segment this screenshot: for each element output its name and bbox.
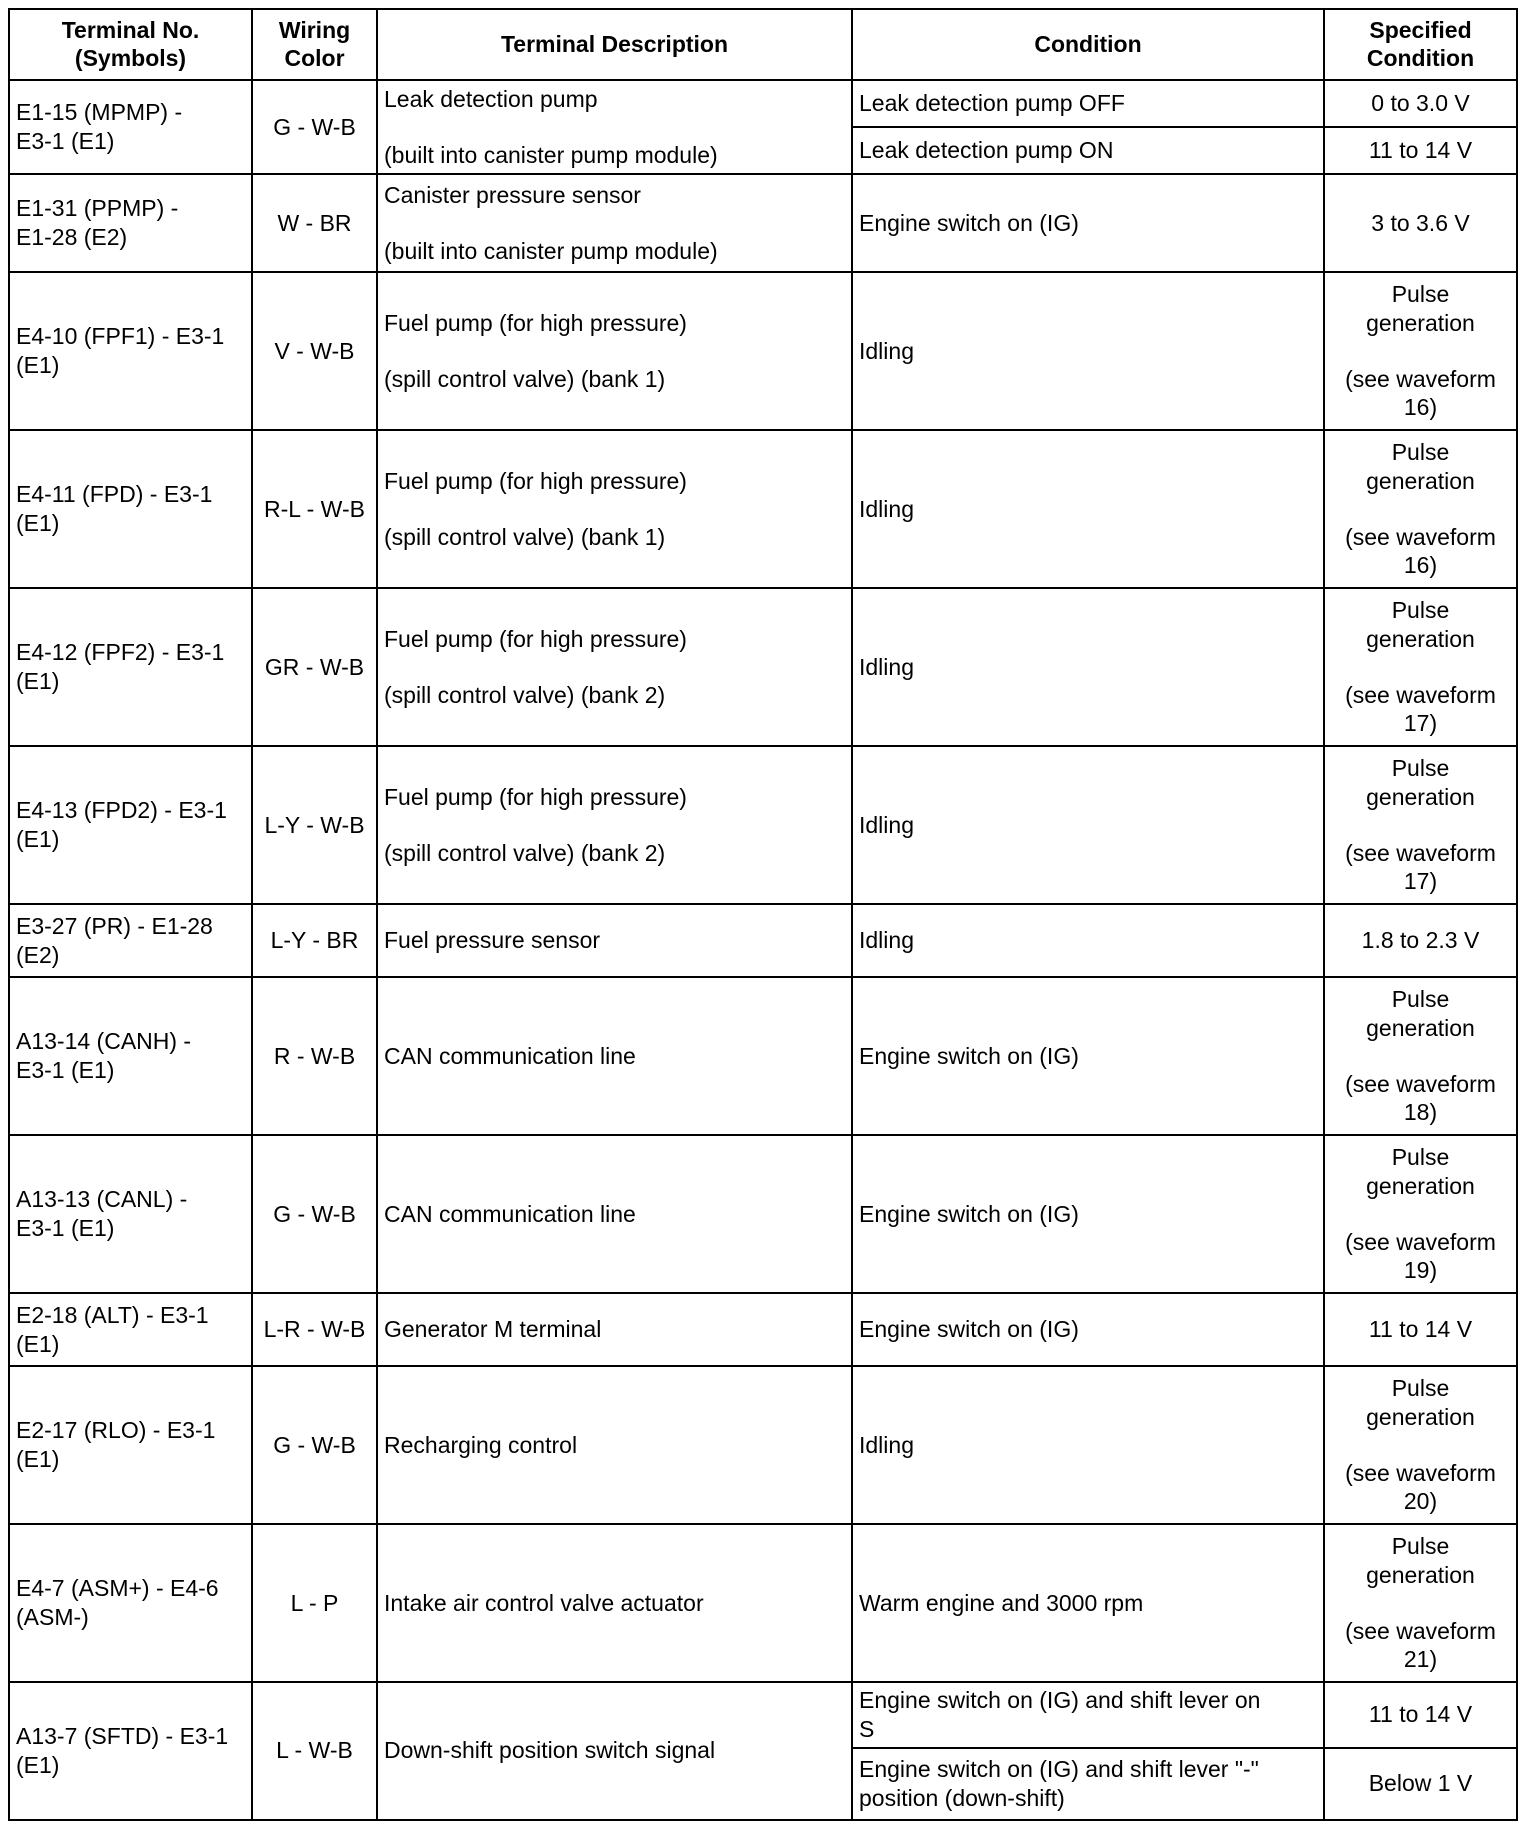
specified-condition-cell-line: (see waveform bbox=[1345, 681, 1496, 708]
specified-condition-cell bbox=[1324, 430, 1517, 588]
header-condition: Condition bbox=[852, 9, 1324, 80]
wiring-color-cell: W - BR bbox=[252, 174, 377, 272]
terminal-line: (E1) bbox=[16, 1751, 60, 1778]
description-line: (built into canister pump module) bbox=[384, 237, 718, 264]
specified-condition-cell-line: 20) bbox=[1403, 1488, 1438, 1515]
specified-condition-cell-line: generation bbox=[1366, 625, 1475, 652]
terminal-cell bbox=[9, 977, 252, 1135]
condition-line: Idling bbox=[859, 653, 914, 680]
condition-cell bbox=[852, 1524, 1324, 1682]
terminal-description-cell bbox=[377, 1524, 852, 1682]
terminal-line: (E1) bbox=[16, 1446, 60, 1472]
condition-line: Engine switch on (IG) and shift lever on bbox=[859, 1687, 1261, 1713]
condition-cell bbox=[852, 1366, 1324, 1524]
terminal-cell bbox=[9, 904, 252, 977]
specified-condition-cell-gap bbox=[1331, 496, 1510, 523]
specified-condition-cell-line: Pulse bbox=[1391, 755, 1450, 781]
specified-condition-cell-line: (see waveform bbox=[1345, 1617, 1496, 1644]
wiring-color-cell: L - W-B bbox=[252, 1682, 377, 1820]
terminal-cell bbox=[9, 430, 252, 588]
terminal-description-cell bbox=[377, 904, 852, 977]
wiring-color-cell: R - W-B bbox=[252, 977, 377, 1135]
terminal-description-cell bbox=[377, 1135, 852, 1293]
terminal-line: E1-31 (PPMP) - bbox=[16, 195, 179, 222]
specified-condition-cell-line: generation bbox=[1366, 309, 1475, 336]
terminal-line: E2-17 (RLO) - E3-1 bbox=[16, 1417, 216, 1444]
description-line: Fuel pump (for high pressure) bbox=[384, 309, 687, 336]
terminal-line: E3-1 (E1) bbox=[16, 128, 115, 154]
description-line: CAN communication line bbox=[384, 1042, 636, 1069]
condition-cell bbox=[852, 430, 1324, 588]
specified-condition-cell-line: Pulse bbox=[1391, 986, 1450, 1012]
specified-condition-cell bbox=[1324, 746, 1517, 904]
condition-cell bbox=[852, 1748, 1324, 1820]
wiring-color-cell: G - W-B bbox=[252, 1135, 377, 1293]
condition-line: Engine switch on (IG) bbox=[859, 209, 1079, 236]
condition-line: Idling bbox=[859, 1431, 914, 1458]
header-specified-condition bbox=[1324, 9, 1517, 80]
terminal-cell bbox=[9, 746, 252, 904]
condition-line: Warm engine and 3000 rpm bbox=[859, 1589, 1144, 1616]
header-wiring-color-line1: Wiring bbox=[278, 16, 351, 43]
condition-cell bbox=[852, 174, 1324, 272]
specified-condition-cell-line: generation bbox=[1366, 1172, 1475, 1199]
terminal-cell bbox=[9, 1524, 252, 1682]
terminal-line: E3-1 (E1) bbox=[16, 1215, 115, 1241]
condition-line: Engine switch on (IG) bbox=[859, 1042, 1079, 1069]
terminal-line: (E1) bbox=[16, 668, 60, 694]
condition-cell bbox=[852, 746, 1324, 904]
table-row bbox=[9, 1135, 1517, 1293]
terminal-description-cell bbox=[377, 977, 852, 1135]
table-row bbox=[9, 746, 1517, 904]
table-row bbox=[9, 904, 1517, 977]
terminal-line: E1-28 (E2) bbox=[16, 224, 128, 250]
header-terminal-description: Terminal Description bbox=[377, 9, 852, 80]
specified-condition-cell-gap bbox=[1331, 338, 1510, 365]
terminal-line: (ASM-) bbox=[16, 1604, 89, 1630]
terminal-description-cell bbox=[377, 1366, 852, 1524]
condition-cell bbox=[852, 1135, 1324, 1293]
specified-condition-cell-line: 17) bbox=[1403, 710, 1438, 737]
table-row bbox=[9, 1682, 1517, 1748]
header-wiring-color-line2: Color bbox=[284, 44, 345, 71]
terminal-description-cell bbox=[377, 430, 852, 588]
wiring-color-cell: V - W-B bbox=[252, 272, 377, 430]
specified-condition-cell: 1.8 to 2.3 V bbox=[1324, 904, 1517, 977]
table-row bbox=[9, 977, 1517, 1135]
terminal-inspection-table bbox=[8, 8, 1518, 1821]
terminal-cell bbox=[9, 272, 252, 430]
header-specified-condition-line1: Specified bbox=[1369, 16, 1472, 43]
terminal-cell bbox=[9, 1366, 252, 1524]
wiring-color-cell: L-Y - BR bbox=[252, 904, 377, 977]
specified-condition-cell-line: Pulse bbox=[1391, 597, 1450, 623]
terminal-line: (E1) bbox=[16, 352, 60, 378]
description-line: Recharging control bbox=[384, 1431, 578, 1458]
specified-condition-cell bbox=[1324, 977, 1517, 1135]
condition-line: Idling bbox=[859, 495, 914, 522]
specified-condition-cell-line: Pulse bbox=[1391, 439, 1450, 465]
terminal-line: A13-7 (SFTD) - E3-1 bbox=[16, 1723, 229, 1749]
specified-condition-cell bbox=[1324, 588, 1517, 746]
terminal-line: E1-15 (MPMP) - bbox=[16, 99, 183, 126]
specified-condition-cell-line: (see waveform bbox=[1345, 839, 1496, 866]
condition-line: Idling bbox=[859, 337, 914, 364]
description-line: Fuel pump (for high pressure) bbox=[384, 783, 687, 810]
wiring-color-cell: L - P bbox=[252, 1524, 377, 1682]
condition-line: Idling bbox=[859, 927, 914, 954]
header-terminal-no-line1: Terminal No. bbox=[61, 16, 200, 43]
condition-line: S bbox=[859, 1715, 875, 1742]
specified-condition-cell-line: (see waveform bbox=[1345, 365, 1496, 392]
terminal-line: E3-1 (E1) bbox=[16, 1057, 115, 1083]
terminal-line: A13-14 (CANH) - bbox=[16, 1028, 192, 1055]
condition-line: Engine switch on (IG) bbox=[859, 1200, 1079, 1227]
specified-condition-cell-gap bbox=[1331, 1043, 1510, 1070]
description-line: (spill control valve) (bank 2) bbox=[384, 839, 666, 866]
condition-cell bbox=[852, 1682, 1324, 1748]
terminal-line: (E1) bbox=[16, 826, 60, 852]
table-row bbox=[9, 80, 1517, 127]
specified-condition-cell-gap bbox=[1331, 812, 1510, 839]
specified-condition-cell-line: (see waveform bbox=[1345, 523, 1496, 550]
terminal-line: E4-13 (FPD2) - E3-1 bbox=[16, 797, 227, 824]
table-row bbox=[9, 272, 1517, 430]
specified-condition-cell-line: 16) bbox=[1403, 394, 1438, 421]
terminal-cell bbox=[9, 174, 252, 272]
description-line: (spill control valve) (bank 1) bbox=[384, 365, 666, 392]
header-wiring-color bbox=[252, 9, 377, 80]
terminal-line: E4-7 (ASM+) - E4-6 bbox=[16, 1575, 219, 1602]
terminal-line: E2-18 (ALT) - E3-1 bbox=[16, 1301, 209, 1328]
specified-condition-cell-line: 17) bbox=[1403, 868, 1438, 895]
description-line: CAN communication line bbox=[384, 1200, 636, 1227]
specified-condition-cell-line: 19) bbox=[1403, 1257, 1438, 1284]
table-row bbox=[9, 588, 1517, 746]
header-specified-condition-line2: Condition bbox=[1366, 44, 1475, 71]
specified-condition-cell-line: Pulse bbox=[1391, 1375, 1450, 1401]
description-line: Fuel pump (for high pressure) bbox=[384, 467, 687, 494]
description-line: Intake air control valve actuator bbox=[384, 1589, 704, 1616]
condition-cell bbox=[852, 272, 1324, 430]
specified-condition-cell-line: generation bbox=[1366, 1014, 1475, 1041]
description-line: Down-shift position switch signal bbox=[384, 1737, 716, 1764]
table-row bbox=[9, 1524, 1517, 1682]
condition-line: Engine switch on (IG) and shift lever "-" bbox=[859, 1755, 1259, 1782]
condition-cell bbox=[852, 977, 1324, 1135]
wiring-color-cell: G - W-B bbox=[252, 80, 377, 174]
specified-condition-cell-gap bbox=[1331, 654, 1510, 681]
wiring-color-cell: GR - W-B bbox=[252, 588, 377, 746]
condition-line: position (down-shift) bbox=[859, 1784, 1065, 1811]
condition-line: Leak detection pump ON bbox=[859, 137, 1114, 164]
specified-condition-cell bbox=[1324, 1366, 1517, 1524]
specified-condition-cell-line: (see waveform bbox=[1345, 1070, 1496, 1097]
description-line: Leak detection pump bbox=[384, 85, 598, 112]
terminal-line: (E1) bbox=[16, 510, 60, 536]
wiring-color-cell: R-L - W-B bbox=[252, 430, 377, 588]
specified-condition-cell-line: Pulse bbox=[1391, 281, 1450, 307]
condition-line: Idling bbox=[859, 811, 914, 838]
specified-condition-cell: 3 to 3.6 V bbox=[1324, 174, 1517, 272]
specified-condition-cell-gap bbox=[1331, 1432, 1510, 1459]
terminal-cell bbox=[9, 80, 252, 174]
specified-condition-cell bbox=[1324, 272, 1517, 430]
description-line: Fuel pressure sensor bbox=[384, 927, 601, 954]
terminal-description-cell bbox=[377, 588, 852, 746]
condition-line: Leak detection pump OFF bbox=[859, 90, 1125, 117]
specified-condition-cell-line: generation bbox=[1366, 467, 1475, 494]
header-terminal-no bbox=[9, 9, 252, 80]
condition-cell bbox=[852, 80, 1324, 127]
terminal-cell bbox=[9, 1682, 252, 1820]
description-line: (spill control valve) (bank 2) bbox=[384, 681, 666, 708]
table-row bbox=[9, 1293, 1517, 1366]
wiring-color-cell: L-Y - W-B bbox=[252, 746, 377, 904]
description-line: Generator M terminal bbox=[384, 1316, 602, 1343]
description-line: (built into canister pump module) bbox=[384, 141, 718, 168]
terminal-cell bbox=[9, 588, 252, 746]
specified-condition-cell: 0 to 3.0 V bbox=[1324, 80, 1517, 127]
terminal-line: E3-27 (PR) - E1-28 bbox=[16, 912, 213, 939]
condition-cell bbox=[852, 127, 1324, 174]
terminal-cell bbox=[9, 1293, 252, 1366]
terminal-description-cell bbox=[377, 80, 852, 174]
specified-condition-cell-line: 16) bbox=[1403, 552, 1438, 579]
header-terminal-no-line2: (Symbols) bbox=[74, 44, 187, 71]
terminal-description-cell bbox=[377, 746, 852, 904]
terminal-line: E4-11 (FPD) - E3-1 bbox=[16, 481, 213, 508]
specified-condition-cell-line: generation bbox=[1366, 1403, 1475, 1430]
table-row bbox=[9, 174, 1517, 272]
condition-cell bbox=[852, 1293, 1324, 1366]
specified-condition-cell-line: generation bbox=[1366, 783, 1475, 810]
description-line: Canister pressure sensor bbox=[384, 181, 641, 208]
specified-condition-cell-line: Pulse bbox=[1391, 1144, 1450, 1170]
terminal-description-cell bbox=[377, 272, 852, 430]
specified-condition-cell-line: 21) bbox=[1403, 1646, 1438, 1673]
specified-condition-cell-line: (see waveform bbox=[1345, 1228, 1496, 1255]
terminal-line: E4-10 (FPF1) - E3-1 bbox=[16, 323, 225, 350]
specified-condition-cell-line: 18) bbox=[1403, 1099, 1438, 1126]
specified-condition-cell bbox=[1324, 1524, 1517, 1682]
terminal-line: (E2) bbox=[16, 941, 60, 968]
specified-condition-cell: 11 to 14 V bbox=[1324, 1293, 1517, 1366]
condition-cell bbox=[852, 588, 1324, 746]
specified-condition-cell: 11 to 14 V bbox=[1324, 127, 1517, 174]
terminal-line: (E1) bbox=[16, 1330, 60, 1357]
specified-condition-cell-line: (see waveform bbox=[1345, 1459, 1496, 1486]
wiring-color-cell: G - W-B bbox=[252, 1366, 377, 1524]
table-row bbox=[9, 430, 1517, 588]
wiring-color-cell: L-R - W-B bbox=[252, 1293, 377, 1366]
description-line: Fuel pump (for high pressure) bbox=[384, 625, 687, 652]
terminal-description-cell bbox=[377, 1293, 852, 1366]
terminal-description-cell bbox=[377, 1682, 852, 1820]
condition-cell bbox=[852, 904, 1324, 977]
terminal-description-cell bbox=[377, 174, 852, 272]
specified-condition-cell-gap bbox=[1331, 1590, 1510, 1617]
specified-condition-cell: Below 1 V bbox=[1324, 1748, 1517, 1820]
table-row bbox=[9, 1366, 1517, 1524]
specified-condition-cell: 11 to 14 V bbox=[1324, 1682, 1517, 1748]
header-row bbox=[9, 9, 1517, 80]
terminal-cell bbox=[9, 1135, 252, 1293]
description-line: (spill control valve) (bank 1) bbox=[384, 523, 666, 550]
terminal-line: A13-13 (CANL) - bbox=[16, 1186, 188, 1213]
specified-condition-cell-line: generation bbox=[1366, 1561, 1475, 1588]
specified-condition-cell-gap bbox=[1331, 1201, 1510, 1228]
condition-line: Engine switch on (IG) bbox=[859, 1316, 1079, 1343]
specified-condition-cell bbox=[1324, 1135, 1517, 1293]
specified-condition-cell-line: Pulse bbox=[1391, 1533, 1450, 1559]
terminal-line: E4-12 (FPF2) - E3-1 bbox=[16, 639, 225, 666]
